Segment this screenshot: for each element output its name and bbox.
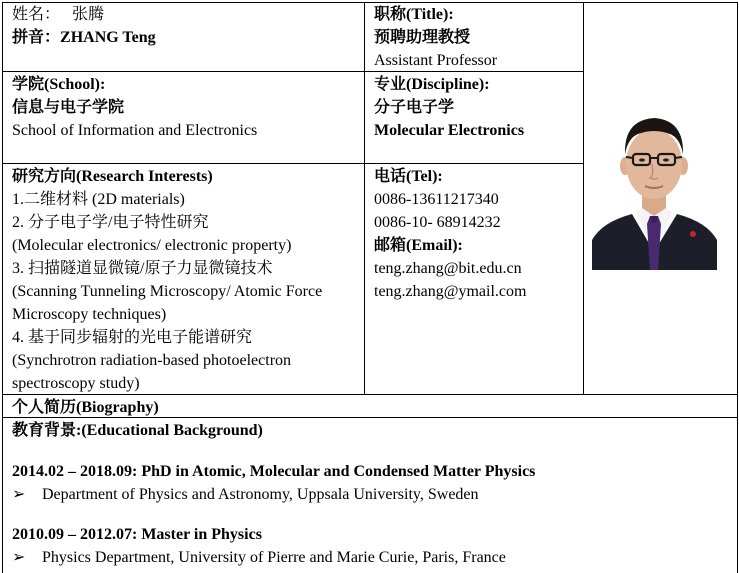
discipline-cell bbox=[364, 73, 583, 142]
table-border-right bbox=[737, 2, 738, 573]
research-line: (Scanning Tunneling Microscopy/ Atomic Force bbox=[12, 283, 323, 300]
research-label: 研究方向(Research Interests) bbox=[12, 168, 213, 185]
title-label: 职称(Title): bbox=[374, 6, 454, 23]
research-line: 4. 基于同步辐射的光电子能谱研究 bbox=[12, 329, 253, 346]
education-entry-heading: 2010.09 – 2012.07: Master in Physics bbox=[12, 526, 262, 543]
phone-number: 0086-13611217340 bbox=[374, 191, 499, 208]
discipline-label: 专业(Discipline): bbox=[374, 76, 490, 93]
email-address[interactable]: teng.zhang@ymail.com bbox=[374, 283, 527, 300]
name-cell bbox=[2, 3, 364, 49]
pinyin-label: 拼音： bbox=[12, 29, 61, 46]
tel-label: 电话(Tel): bbox=[374, 168, 443, 185]
school-label: 学院(School): bbox=[12, 76, 106, 93]
arrow-bullet-icon: ➢ bbox=[12, 486, 26, 503]
column-divider-2 bbox=[583, 2, 584, 394]
row-divider-2 bbox=[2, 163, 584, 164]
school-en: School of Information and Electronics bbox=[12, 122, 258, 139]
research-line: Microscopy techniques) bbox=[12, 306, 167, 323]
education-entry-detail bbox=[12, 483, 737, 506]
education-entry-detail bbox=[12, 546, 737, 569]
discipline-zh: 分子电子学 bbox=[374, 99, 455, 116]
research-line: 1.二维材料 (2D materials) bbox=[12, 191, 185, 208]
name-value: 张腾 bbox=[72, 6, 105, 23]
biography-label: 个人简历(Biography) bbox=[12, 399, 159, 416]
portrait-photo bbox=[592, 102, 717, 270]
phone-number: 0086-10- 68914232 bbox=[374, 214, 501, 231]
discipline-en: Molecular Electronics bbox=[374, 122, 525, 139]
school-cell bbox=[2, 73, 364, 142]
email-address[interactable]: teng.zhang@bit.edu.cn bbox=[374, 260, 522, 277]
education-entry-text: Physics Department, University of Pierre and Marie Curie, Paris, France bbox=[42, 549, 506, 566]
education-entry-heading: 2014.02 – 2018.09: PhD in Atomic, Molecular and Condensed Matter Physics bbox=[12, 463, 536, 480]
title-cell bbox=[364, 3, 583, 72]
email-label: 邮箱(Email): bbox=[374, 237, 463, 254]
research-line: (Synchrotron radiation-based photoelectron bbox=[12, 352, 292, 369]
research-line: 2. 分子电子学/电子特性研究 bbox=[12, 214, 209, 231]
biography-body bbox=[2, 419, 737, 569]
research-cell bbox=[2, 165, 364, 395]
arrow-bullet-icon: ➢ bbox=[12, 549, 26, 566]
title-zh: 预聘助理教授 bbox=[374, 29, 471, 46]
research-line: (Molecular electronics/ electronic property) bbox=[12, 237, 292, 254]
pinyin-row bbox=[12, 26, 364, 49]
school-zh: 信息与电子学院 bbox=[12, 99, 125, 116]
education-label: 教育背景:(Educational Background) bbox=[12, 422, 263, 439]
research-line: spectroscopy study) bbox=[12, 375, 140, 392]
pinyin-value: ZHANG Teng bbox=[60, 29, 156, 46]
title-en: Assistant Professor bbox=[374, 52, 498, 69]
name-label: 姓名： bbox=[12, 6, 61, 23]
contact-cell bbox=[364, 165, 583, 303]
portrait-photo-graphic bbox=[592, 102, 717, 270]
research-line: 3. 扫描隧道显微镜/原子力显微镜技术 bbox=[12, 260, 273, 277]
education-entry-text: Department of Physics and Astronomy, Uppsala University, Sweden bbox=[42, 486, 479, 503]
name-row bbox=[12, 3, 364, 26]
